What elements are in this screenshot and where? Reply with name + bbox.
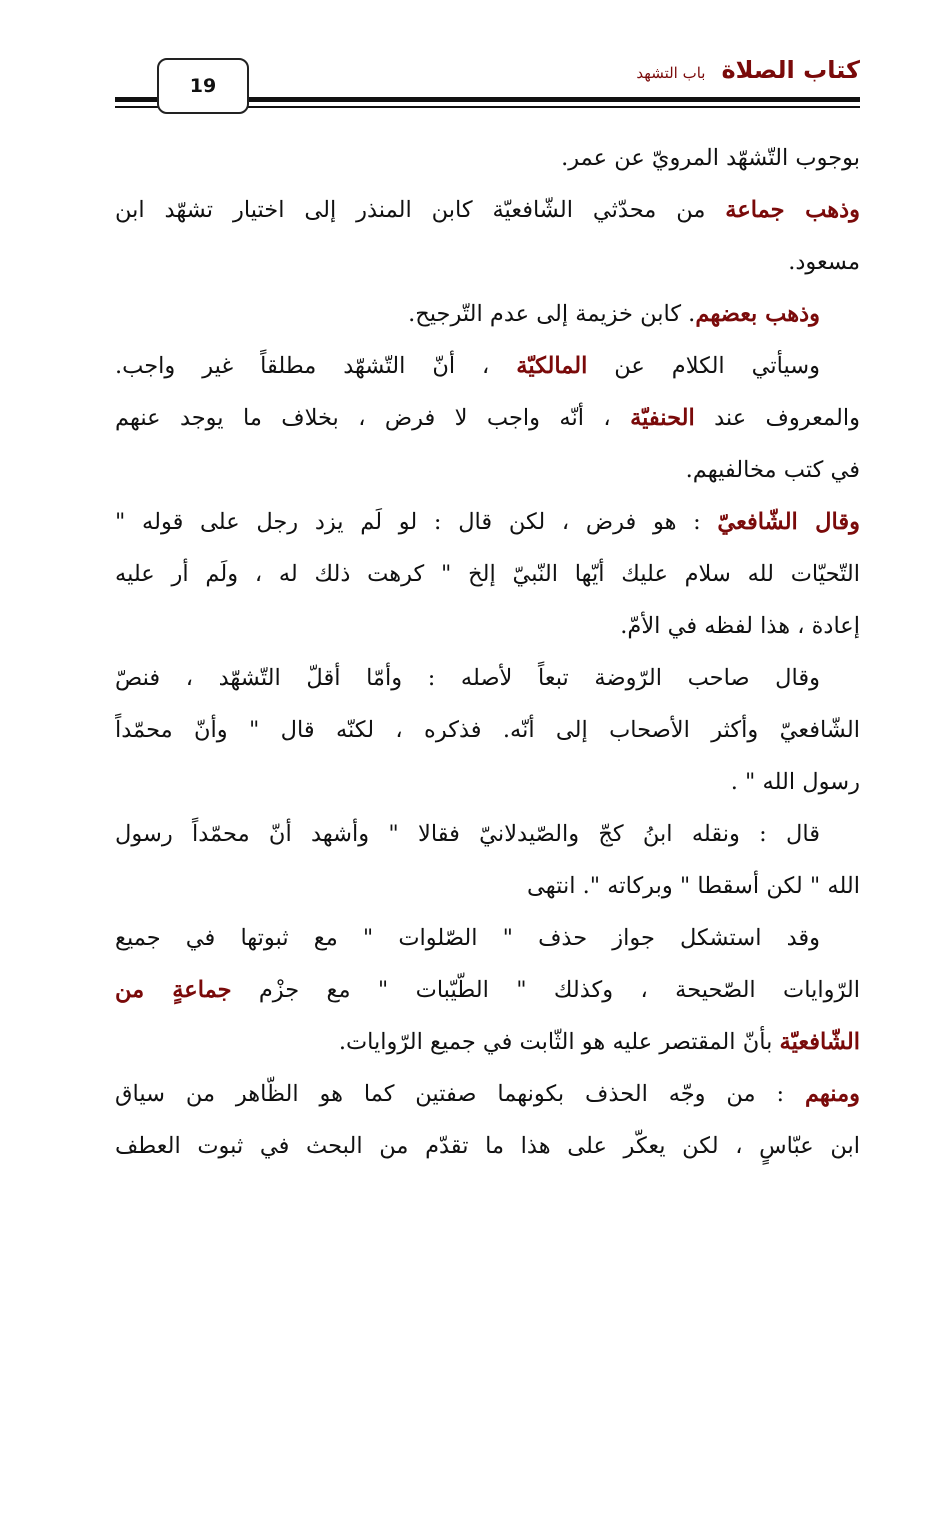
paragraph xyxy=(115,132,860,184)
text-line xyxy=(115,392,860,444)
text-segment: وقال صاحب الرّوضة تبعاً لأصله : وأمّا أقلّ التّشهّد ، فنصّ xyxy=(115,665,820,691)
text-segment: : هو فرض ، لكن قال : لو لَم يزد رجل على قوله " xyxy=(115,509,718,535)
text-segment: وسيأتي الكلام عن xyxy=(587,353,820,379)
text-segment: في كتب مخالفيهم. xyxy=(685,457,860,483)
paragraph xyxy=(115,808,860,912)
text-line xyxy=(115,548,860,600)
text-line xyxy=(115,184,860,236)
text-segment: . كابن خزيمة إلى عدم التّرجيح. xyxy=(408,301,696,327)
text-line xyxy=(115,756,860,808)
text-line xyxy=(115,288,860,340)
text-line xyxy=(115,444,860,496)
text-line xyxy=(115,1120,860,1172)
running-head xyxy=(636,56,860,84)
page-number-box xyxy=(157,58,249,114)
book-title: كتاب الصلاة xyxy=(721,56,860,84)
text-segment: وقد استشكل جواز حذف " الصّلوات " مع ثبوتها في جميع xyxy=(115,925,820,951)
text-segment: بوجوب التّشهّد المرويّ عن عمر. xyxy=(561,145,860,171)
highlighted-term: الشّافعيّة xyxy=(779,1029,860,1055)
highlighted-term: وذهب جماعة xyxy=(725,197,860,223)
highlighted-term: ومنهم xyxy=(804,1081,860,1107)
page-header xyxy=(115,52,860,114)
paragraph xyxy=(115,184,860,288)
text-segment: التّحيّات لله سلام عليك أيّها النّبيّ إلخ " كرهت ذلك له ، ولَم أر عليه xyxy=(115,561,860,587)
text-line xyxy=(115,236,860,288)
text-line xyxy=(115,860,860,912)
paragraph xyxy=(115,340,860,496)
text-segment: رسول الله " . xyxy=(730,769,860,795)
text-line xyxy=(115,600,860,652)
text-line xyxy=(115,912,860,964)
text-segment: بأنّ المقتصر عليه هو الثّابت في جميع الرّوايات. xyxy=(338,1029,780,1055)
highlighted-term: المالكيّة xyxy=(516,353,588,379)
paragraph xyxy=(115,652,860,808)
paragraph xyxy=(115,912,860,1068)
paragraph xyxy=(115,496,860,652)
text-segment: إعادة ، هذا لفظه في الأمّ. xyxy=(620,613,860,639)
text-segment: قال : ونقله ابنُ كجّ والصّيدلانيّ فقالا " وأشهد أنّ محمّداً رسول xyxy=(115,821,820,847)
text-segment: من محدّثي الشّافعيّة كابن المنذر إلى اختيار تشهّد ابن xyxy=(115,197,726,223)
highlighted-term: وقال الشّافعيّ xyxy=(717,509,860,535)
highlighted-term: جماعةٍ من xyxy=(115,977,232,1003)
paragraph xyxy=(115,1068,860,1172)
text-line xyxy=(115,1068,860,1120)
text-line xyxy=(115,808,860,860)
paragraph xyxy=(115,288,860,340)
text-segment: الرّوايات الصّحيحة ، وكذلك " الطّيّبات " مع جزْم xyxy=(231,977,860,1003)
text-segment: مسعود. xyxy=(788,249,860,275)
text-segment: ، أنّه واجب لا فرض ، بخلاف ما يوجد عنهم xyxy=(115,405,631,431)
page-number: 19 xyxy=(189,75,217,97)
text-line xyxy=(115,964,860,1016)
text-line xyxy=(115,340,860,392)
text-line xyxy=(115,1016,860,1068)
text-line xyxy=(115,704,860,756)
text-segment: ، أنّ التّشهّد مطلقاً غير واجب. xyxy=(115,353,517,379)
text-segment: الله " لكن أسقطا " وبركاته ". انتهى xyxy=(527,873,860,899)
text-segment: ابن عبّاسٍ ، لكن يعكّر على هذا ما تقدّم من البحث في ثبوت العطف xyxy=(115,1133,860,1159)
text-segment: : من وجّه الحذف بكونهما صفتين كما هو الظّاهر من سياق xyxy=(115,1081,805,1107)
text-segment: الشّافعيّ وأكثر الأصحاب إلى أنّه. فذكره ، لكنّه قال " وأنّ محمّداً xyxy=(115,717,860,743)
text-line xyxy=(115,132,860,184)
text-line xyxy=(115,496,860,548)
text-line xyxy=(115,652,860,704)
highlighted-term: الحنفيّة xyxy=(630,405,695,431)
highlighted-term: وذهب بعضهم xyxy=(695,301,820,327)
page-body xyxy=(115,132,860,1172)
chapter-title: باب التشهد xyxy=(636,64,706,82)
text-segment: والمعروف عند xyxy=(694,405,860,431)
